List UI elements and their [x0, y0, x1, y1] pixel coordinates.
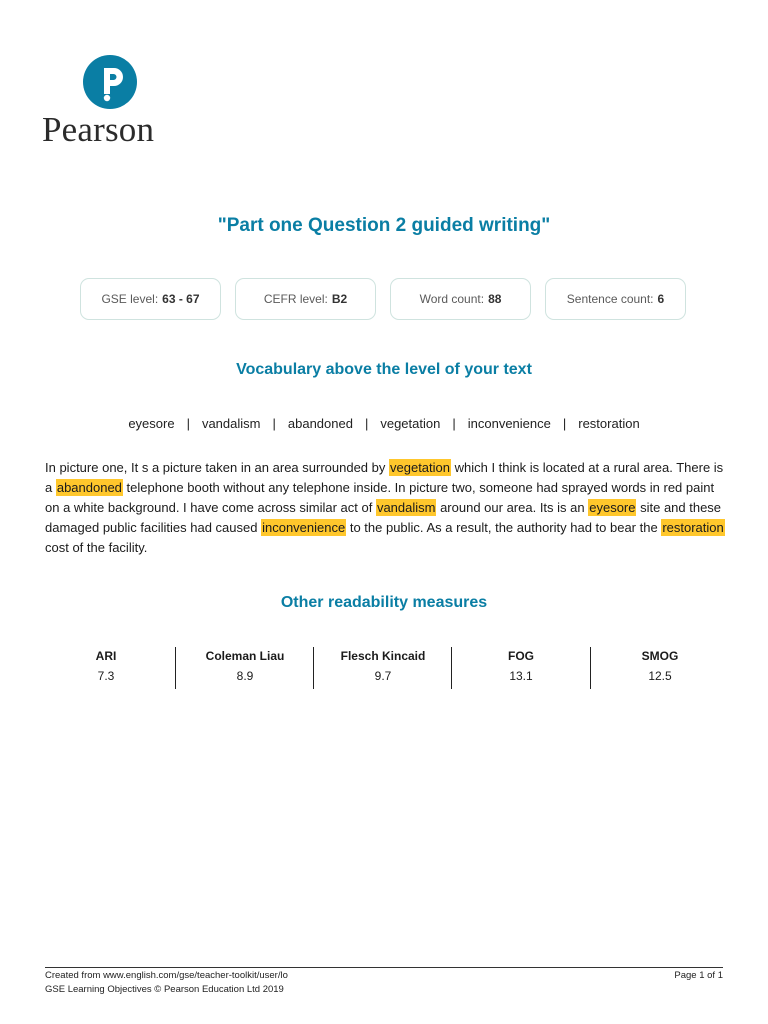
stat-value: 63 - 67 — [162, 292, 200, 306]
text-segment: which I think is located at a rural area. There is a — [45, 460, 724, 495]
measure-coleman-liau — [176, 647, 314, 691]
vocab-heading: Vocabulary above the level of your text — [236, 361, 532, 378]
highlighted-word: eyesore — [589, 500, 636, 515]
stat-word-count — [390, 278, 531, 320]
measure-fog — [452, 647, 590, 691]
footer-copyright: GSE Learning Objectives © Pearson Education Ltd 2019 — [45, 984, 284, 995]
text-segment: around our area. Its is an — [436, 500, 589, 515]
measure-ari — [37, 647, 175, 691]
vocab-separator: | — [562, 416, 567, 431]
footer-page-number: Page 1 of 1 — [674, 970, 723, 981]
stat-value: B2 — [331, 292, 348, 306]
measure-label: ARI — [95, 649, 117, 663]
page-title: "Part one Question 2 guided writing" — [217, 215, 551, 236]
text-segment: In picture one, It s a picture taken in an area surrounded by — [45, 460, 389, 475]
stat-sentence-count — [545, 278, 686, 320]
readability-table — [37, 647, 729, 691]
measure-value: 12.5 — [648, 669, 672, 683]
footer-source: Created from www.english.com/gse/teacher-toolkit/user/lo — [45, 970, 288, 981]
brand-name: Pearson — [42, 110, 155, 149]
stat-label: Word count: — [419, 292, 485, 306]
measure-label: FOG — [508, 649, 534, 663]
vocab-word: abandoned — [287, 416, 353, 431]
measure-flesch-kincaid — [314, 647, 452, 691]
highlighted-word: restoration — [662, 520, 724, 535]
measure-smog — [591, 647, 729, 691]
measure-label: SMOG — [641, 649, 679, 663]
vocab-separator: | — [364, 416, 369, 431]
vocab-separator: | — [272, 416, 276, 431]
text-segment: cost of the facility. — [45, 540, 148, 555]
stat-value: 88 — [488, 292, 502, 306]
stat-label: CEFR level: — [263, 292, 328, 306]
pearson-logo — [42, 54, 182, 149]
measure-value: 13.1 — [509, 669, 533, 683]
stats-row — [80, 278, 688, 322]
vocab-word: vegetation — [380, 416, 441, 431]
stat-cefr-level — [235, 278, 376, 320]
highlighted-word: abandoned — [56, 480, 122, 495]
footer-divider — [45, 967, 723, 968]
text-segment: to the public. As a result, the authority had to bear the — [346, 520, 662, 535]
text-segment: site and these damaged public facilities had caused — [45, 500, 722, 535]
footer-row-2 — [45, 984, 723, 995]
student-text — [45, 458, 725, 558]
vocab-list — [0, 416, 768, 431]
stat-label: GSE level: — [101, 292, 159, 306]
highlighted-word: vegetation — [390, 460, 450, 475]
vocab-word: eyesore — [128, 416, 175, 431]
pearson-p-icon — [82, 54, 138, 110]
stat-gse-level — [80, 278, 221, 320]
vocab-word: restoration — [578, 416, 640, 431]
readability-heading: Other readability measures — [280, 594, 488, 611]
measure-value: 7.3 — [97, 669, 115, 683]
highlighted-word: vandalism — [376, 500, 436, 515]
vocab-word: vandalism — [201, 416, 261, 431]
stat-value: 6 — [657, 292, 665, 306]
vocab-separator: | — [186, 416, 190, 431]
vocab-separator: | — [452, 416, 456, 431]
stat-label: Sentence count: — [566, 292, 654, 306]
text-segment: telephone booth without any telephone inside. In picture two, someone had sprayed words in red paint on a white background. I have come across similar act of — [45, 480, 715, 515]
vocab-word: inconvenience — [467, 416, 551, 431]
measure-label: Flesch Kincaid — [340, 649, 426, 663]
measure-label: Coleman Liau — [205, 649, 285, 663]
measure-value: 9.7 — [374, 669, 392, 683]
highlighted-word: inconvenience — [262, 520, 346, 535]
measure-value: 8.9 — [236, 669, 254, 683]
footer-row-1 — [45, 970, 723, 981]
